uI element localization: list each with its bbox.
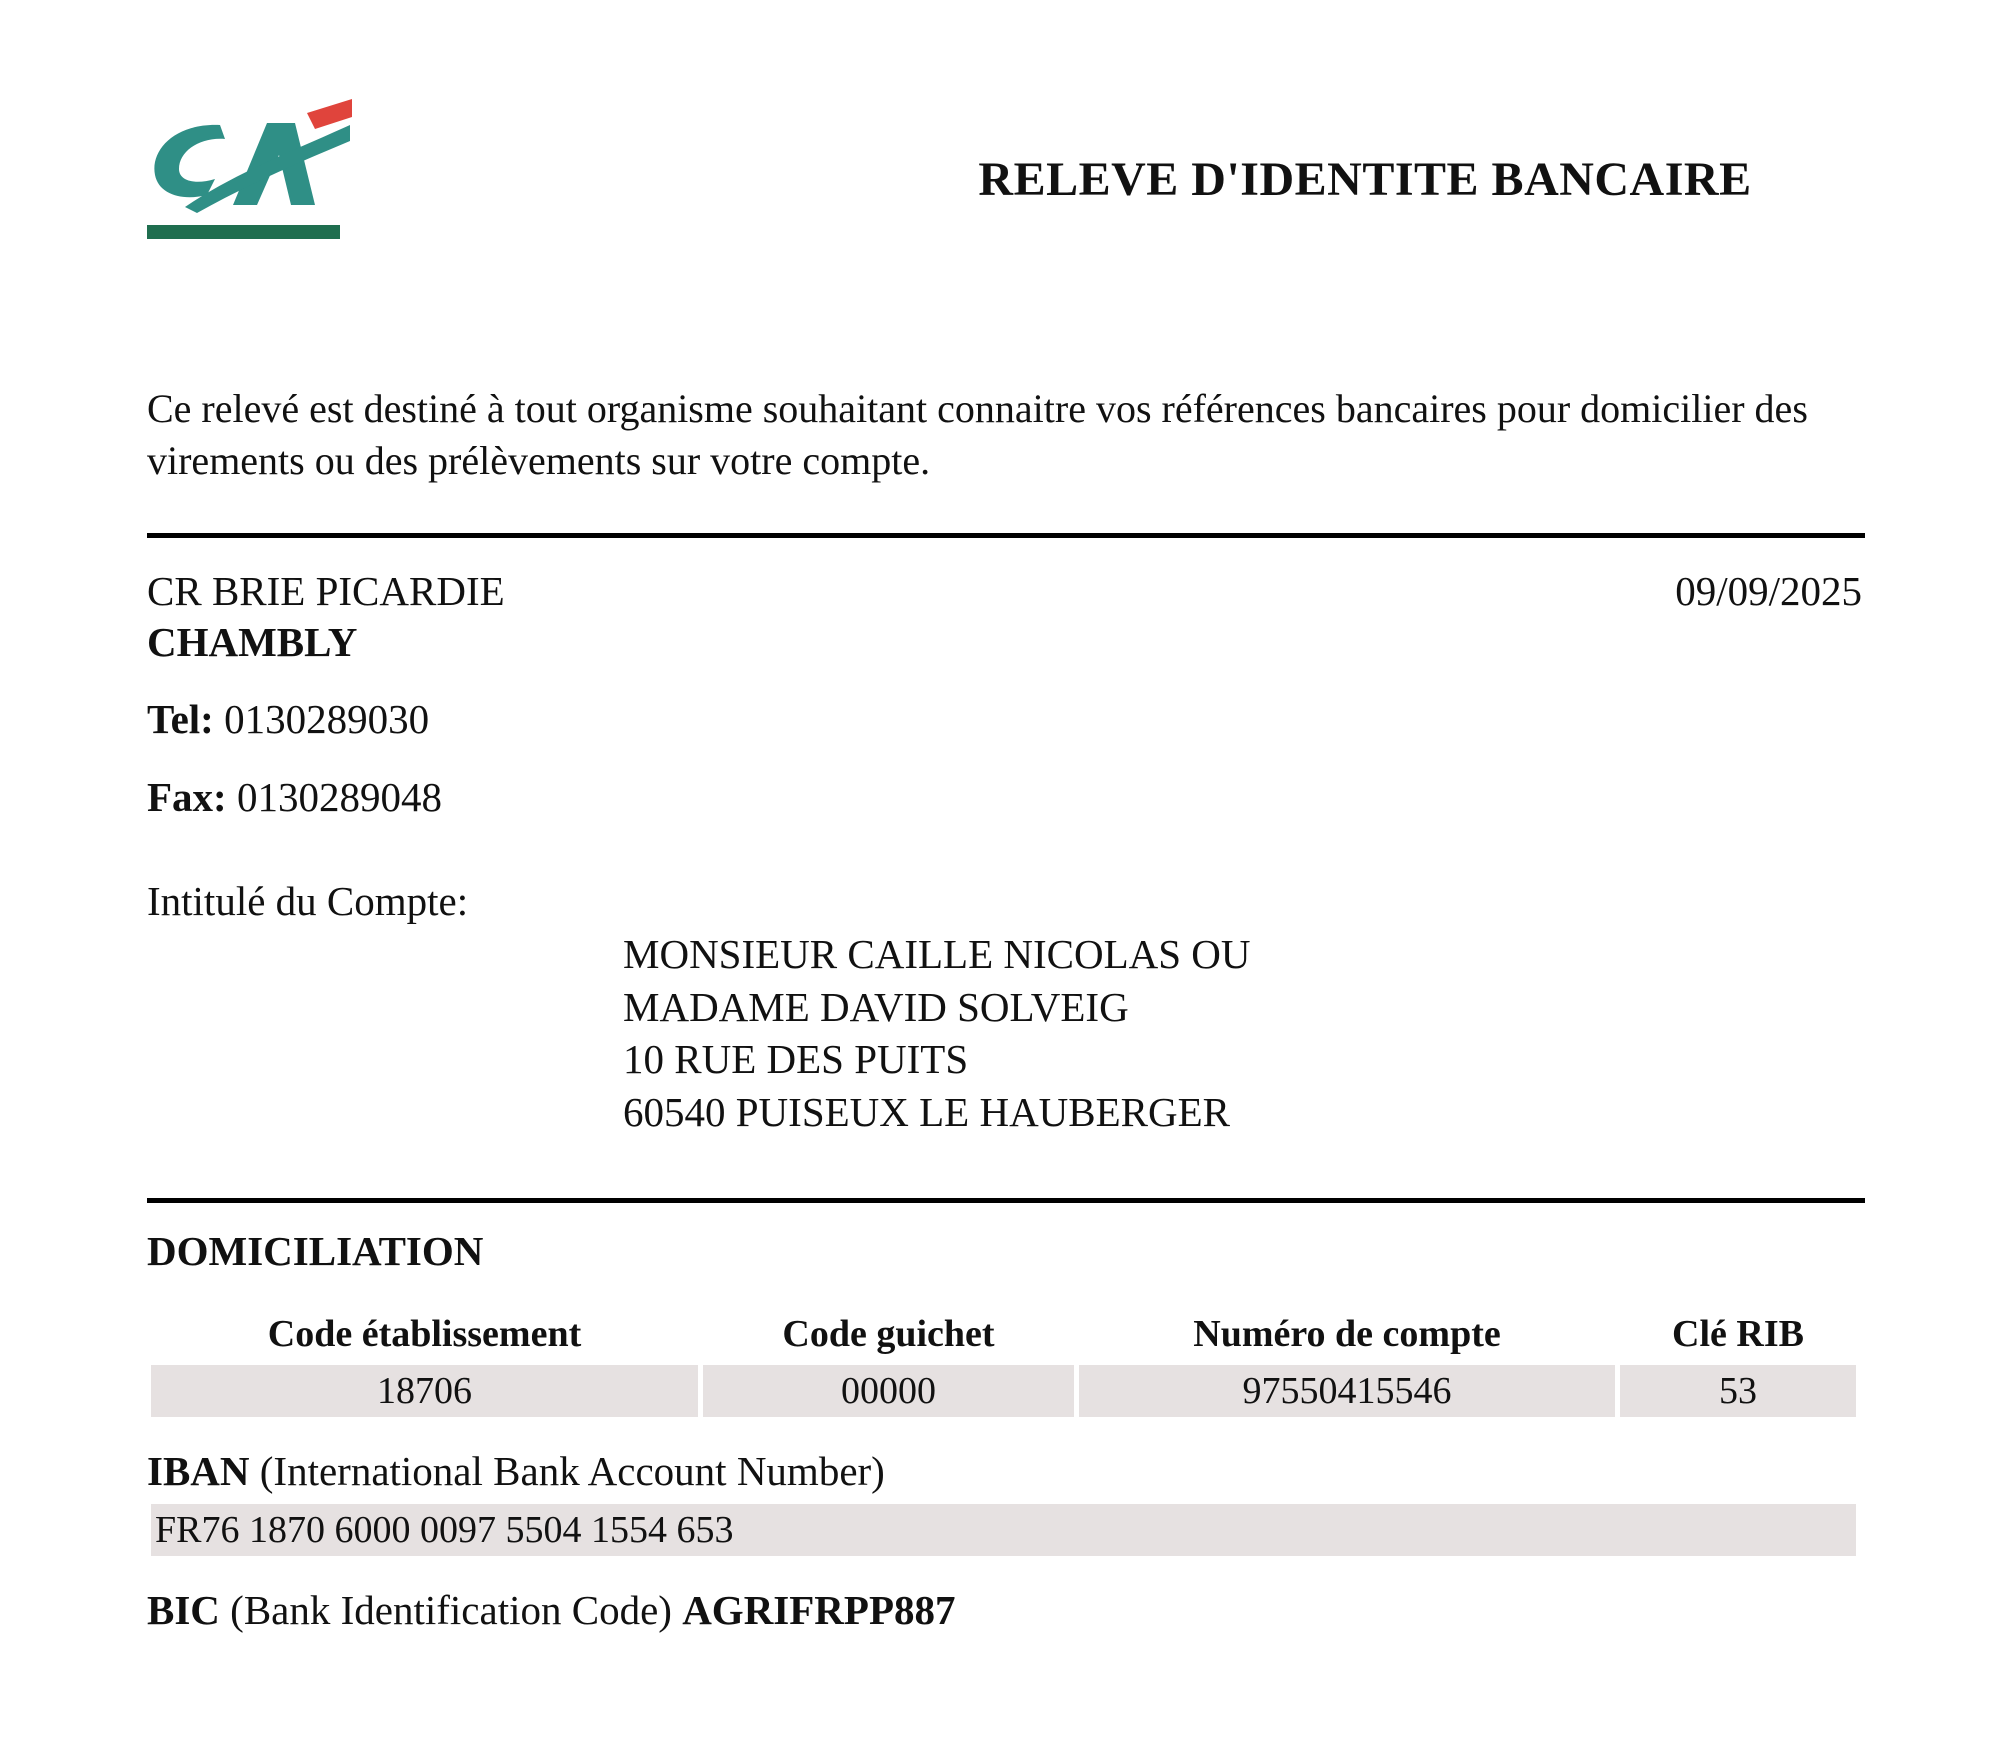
bic-value: AGRIFRPP887 [682,1587,956,1633]
bic-description: (Bank Identification Code) [230,1587,672,1633]
tel-label: Tel: [147,696,214,742]
iban-description: (International Bank Account Number) [259,1448,885,1494]
bic-line [147,1585,956,1635]
account-holder-block [623,928,1251,1138]
agency-tel [147,694,429,744]
cle-rib-value: 53 [1620,1365,1856,1417]
numero-compte-value: 97550415546 [1079,1365,1615,1417]
column-header-numero-compte: Numéro de compte [1193,1313,1501,1355]
iban-label: IBAN [147,1448,250,1494]
column-header-code-guichet: Code guichet [782,1313,995,1355]
account-holder-label: Intitulé du Compte: [147,878,469,924]
bic-label: BIC [147,1587,220,1633]
column-header-cle-rib: Clé RIB [1672,1313,1804,1355]
agency-city: CHAMBLY [147,619,358,665]
intro-text: Ce relevé est destiné à tout organisme souhaitant connaitre vos références bancaires pour domicilier des virements ou des prélèvements sur votre compte. [147,386,1808,483]
code-guichet-value: 00000 [703,1365,1074,1417]
divider [147,533,1865,538]
fax-value: 0130289048 [236,774,442,820]
agency-name: CR BRIE PICARDIE [147,568,505,614]
agency-fax [147,772,442,822]
code-etablissement-value: 18706 [151,1365,698,1417]
domiciliation-title: DOMICILIATION [147,1228,484,1274]
iban-value: FR76 1870 6000 0097 5504 1554 653 [151,1504,1856,1556]
divider [147,1198,1865,1203]
account-holder-line: 10 RUE DES PUITS [623,1036,969,1082]
account-holder-line: 60540 PUISEUX LE HAUBERGER [623,1088,1231,1135]
document-date: 09/09/2025 [1675,568,1862,614]
credit-agricole-logo [145,95,355,245]
account-holder-line: MADAME DAVID SOLVEIG [623,983,1129,1030]
column-header-code-etablissement: Code établissement [267,1313,582,1355]
account-holder-line: MONSIEUR CAILLE NICOLAS OU [623,931,1251,977]
iban-label-line [147,1446,885,1496]
tel-value: 0130289030 [224,696,430,742]
document-title: RELEVE D'IDENTITE BANCAIRE [978,153,1752,206]
fax-label: Fax: [147,774,227,820]
